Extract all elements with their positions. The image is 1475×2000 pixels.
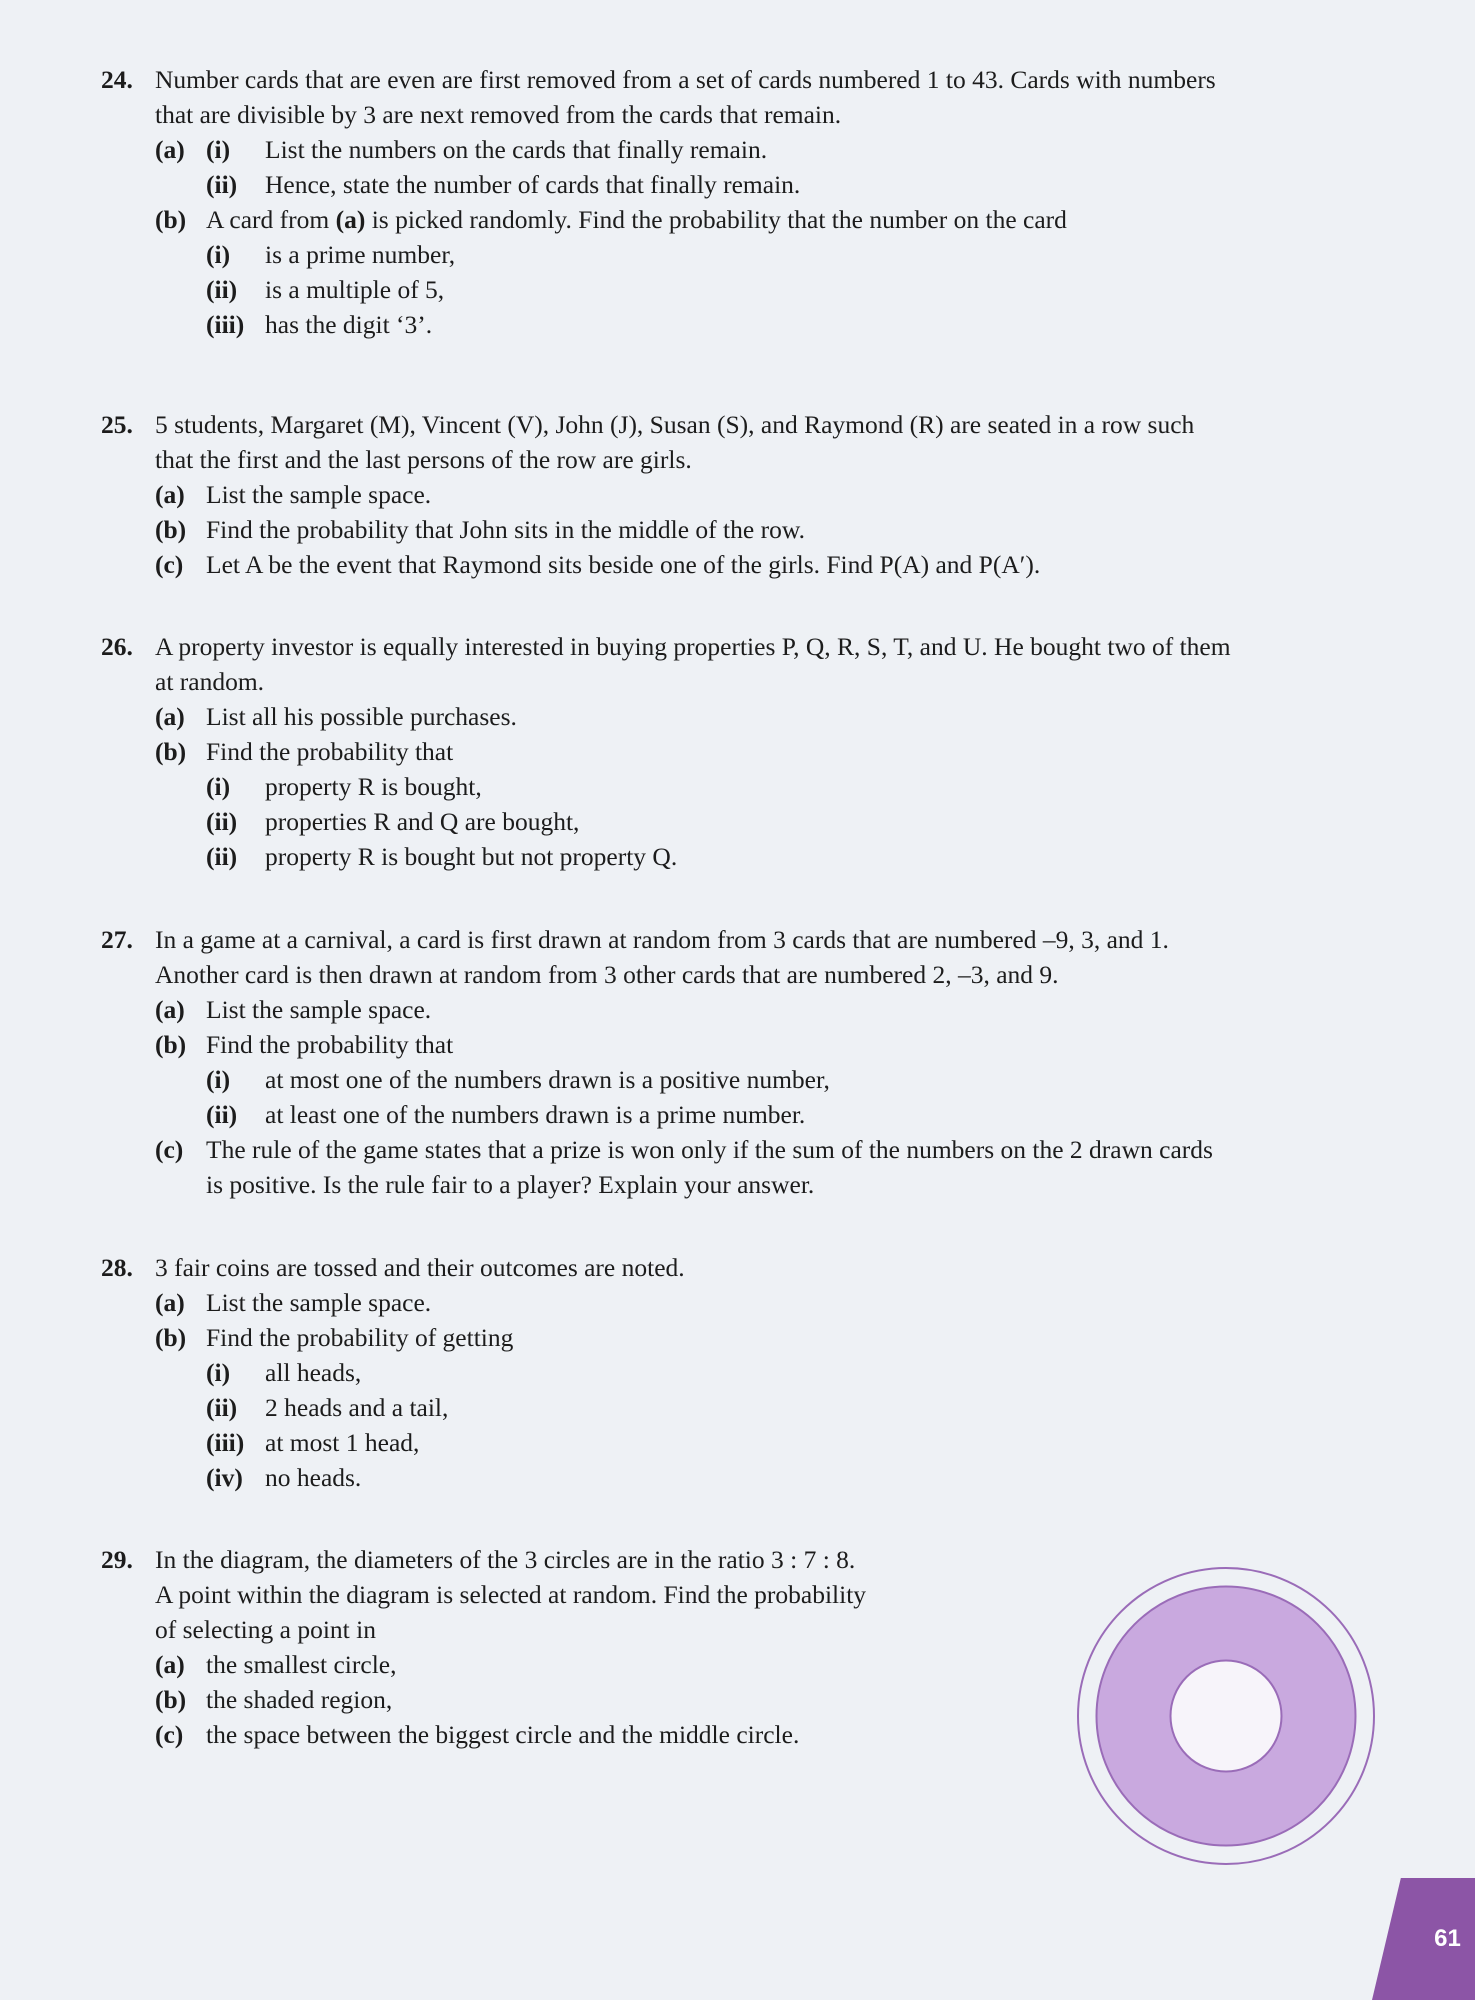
subpart-label: (ii) bbox=[206, 1393, 238, 1422]
part-label: (a) bbox=[155, 1650, 185, 1679]
part-text: Find the probability that John sits in the middle of the row. bbox=[206, 515, 805, 544]
part-label: (b) bbox=[155, 1685, 187, 1714]
question-27 bbox=[101, 922, 1381, 1202]
subpart-text: Hence, state the number of cards that finally remain. bbox=[265, 170, 801, 199]
subpart-label: (iv) bbox=[206, 1463, 243, 1492]
subpart-text: List the numbers on the cards that finally remain. bbox=[265, 135, 768, 164]
subpart-label: (ii) bbox=[206, 807, 238, 836]
part-label: (b) bbox=[155, 737, 187, 766]
question-text: A point within the diagram is selected at random. Find the probability bbox=[155, 1580, 867, 1609]
question-text: Number cards that are even are first removed from a set of cards numbered 1 to 43. Cards with numbers bbox=[155, 65, 1216, 94]
question-text: of selecting a point in bbox=[155, 1615, 376, 1644]
question-26 bbox=[101, 629, 1381, 874]
concentric-circles-diagram bbox=[1076, 1566, 1376, 1866]
question-number: 29. bbox=[101, 1545, 133, 1574]
question-28 bbox=[101, 1250, 1381, 1495]
subpart-text: at most 1 head, bbox=[265, 1428, 420, 1457]
subpart-text: has the digit ‘3’. bbox=[265, 310, 433, 339]
question-text: 3 fair coins are tossed and their outcomes are noted. bbox=[155, 1253, 685, 1282]
subpart-label: (ii) bbox=[206, 842, 238, 871]
subpart-text: no heads. bbox=[265, 1463, 362, 1492]
subpart-label: (i) bbox=[206, 1065, 231, 1094]
subpart-label: (iii) bbox=[206, 310, 245, 339]
subpart-label: (ii) bbox=[206, 170, 238, 199]
part-label: (c) bbox=[155, 1720, 184, 1749]
question-number: 25. bbox=[101, 410, 133, 439]
part-text: the smallest circle, bbox=[206, 1650, 397, 1679]
part-label: (a) bbox=[155, 135, 185, 164]
part-label: (a) bbox=[155, 1288, 185, 1317]
question-24 bbox=[101, 62, 1381, 342]
part-label: (b) bbox=[155, 1030, 187, 1059]
question-number: 28. bbox=[101, 1253, 133, 1282]
smallest-circle bbox=[1171, 1661, 1282, 1772]
part-text: List the sample space. bbox=[206, 480, 432, 509]
part-text: Find the probability of getting bbox=[206, 1323, 514, 1352]
part-text: is positive. Is the rule fair to a player? Explain your answer. bbox=[206, 1170, 815, 1199]
subpart-label: (ii) bbox=[206, 275, 238, 304]
part-text: Find the probability that bbox=[206, 737, 454, 766]
subpart-label: (i) bbox=[206, 135, 231, 164]
part-label: (b) bbox=[155, 205, 187, 234]
subpart-text: is a prime number, bbox=[265, 240, 456, 269]
subpart-label: (i) bbox=[206, 772, 231, 801]
part-text: the space between the biggest circle and the middle circle. bbox=[206, 1720, 800, 1749]
subpart-text: 2 heads and a tail, bbox=[265, 1393, 449, 1422]
subpart-text: properties R and Q are bought, bbox=[265, 807, 580, 836]
part-label: (b) bbox=[155, 1323, 187, 1352]
subpart-text: all heads, bbox=[265, 1358, 362, 1387]
part-label: (a) bbox=[155, 995, 185, 1024]
part-text: The rule of the game states that a prize is won only if the sum of the numbers on the 2 drawn cards bbox=[206, 1135, 1213, 1164]
subpart-label: (iii) bbox=[206, 1428, 245, 1457]
part-label: (b) bbox=[155, 515, 187, 544]
question-text: In the diagram, the diameters of the 3 circles are in the ratio 3 : 7 : 8. bbox=[155, 1545, 856, 1574]
part-text: the shaded region, bbox=[206, 1685, 393, 1714]
part-text: List the sample space. bbox=[206, 995, 432, 1024]
question-text: 5 students, Margaret (M), Vincent (V), John (J), Susan (S), and Raymond (R) are seated in a row such bbox=[155, 410, 1195, 439]
part-text: Find the probability that bbox=[206, 1030, 454, 1059]
part-label: (a) bbox=[155, 480, 185, 509]
part-text: A card from (a) is picked randomly. Find the probability that the number on the card bbox=[206, 205, 1067, 234]
question-number: 24. bbox=[101, 65, 133, 94]
question-number: 27. bbox=[101, 925, 133, 954]
subpart-label: (i) bbox=[206, 1358, 231, 1387]
question-25 bbox=[101, 407, 1381, 582]
subpart-text: is a multiple of 5, bbox=[265, 275, 445, 304]
question-text: A property investor is equally interested in buying properties P, Q, R, S, T, and U. He bought two of them bbox=[155, 632, 1231, 661]
part-label: (a) bbox=[155, 702, 185, 731]
question-text: that the first and the last persons of the row are girls. bbox=[155, 445, 692, 474]
page-number: 61 bbox=[1434, 1925, 1461, 1952]
part-label: (c) bbox=[155, 1135, 184, 1164]
part-label: (c) bbox=[155, 550, 184, 579]
question-text: at random. bbox=[155, 667, 265, 696]
subpart-text: property R is bought, bbox=[265, 772, 482, 801]
part-text: Let A be the event that Raymond sits beside one of the girls. Find P(A) and P(A′). bbox=[206, 550, 1041, 579]
question-text: that are divisible by 3 are next removed from the cards that remain. bbox=[155, 100, 842, 129]
subpart-text: at least one of the numbers drawn is a prime number. bbox=[265, 1100, 806, 1129]
subpart-label: (i) bbox=[206, 240, 231, 269]
question-text: In a game at a carnival, a card is first drawn at random from 3 cards that are numbered –9, 3, and 1. bbox=[155, 925, 1169, 954]
part-text: List all his possible purchases. bbox=[206, 702, 517, 731]
subpart-label: (ii) bbox=[206, 1100, 238, 1129]
part-text: List the sample space. bbox=[206, 1288, 432, 1317]
subpart-text: at most one of the numbers drawn is a positive number, bbox=[265, 1065, 830, 1094]
question-number: 26. bbox=[101, 632, 133, 661]
subpart-text: property R is bought but not property Q. bbox=[265, 842, 678, 871]
question-text: Another card is then drawn at random from 3 other cards that are numbered 2, –3, and 9. bbox=[155, 960, 1059, 989]
